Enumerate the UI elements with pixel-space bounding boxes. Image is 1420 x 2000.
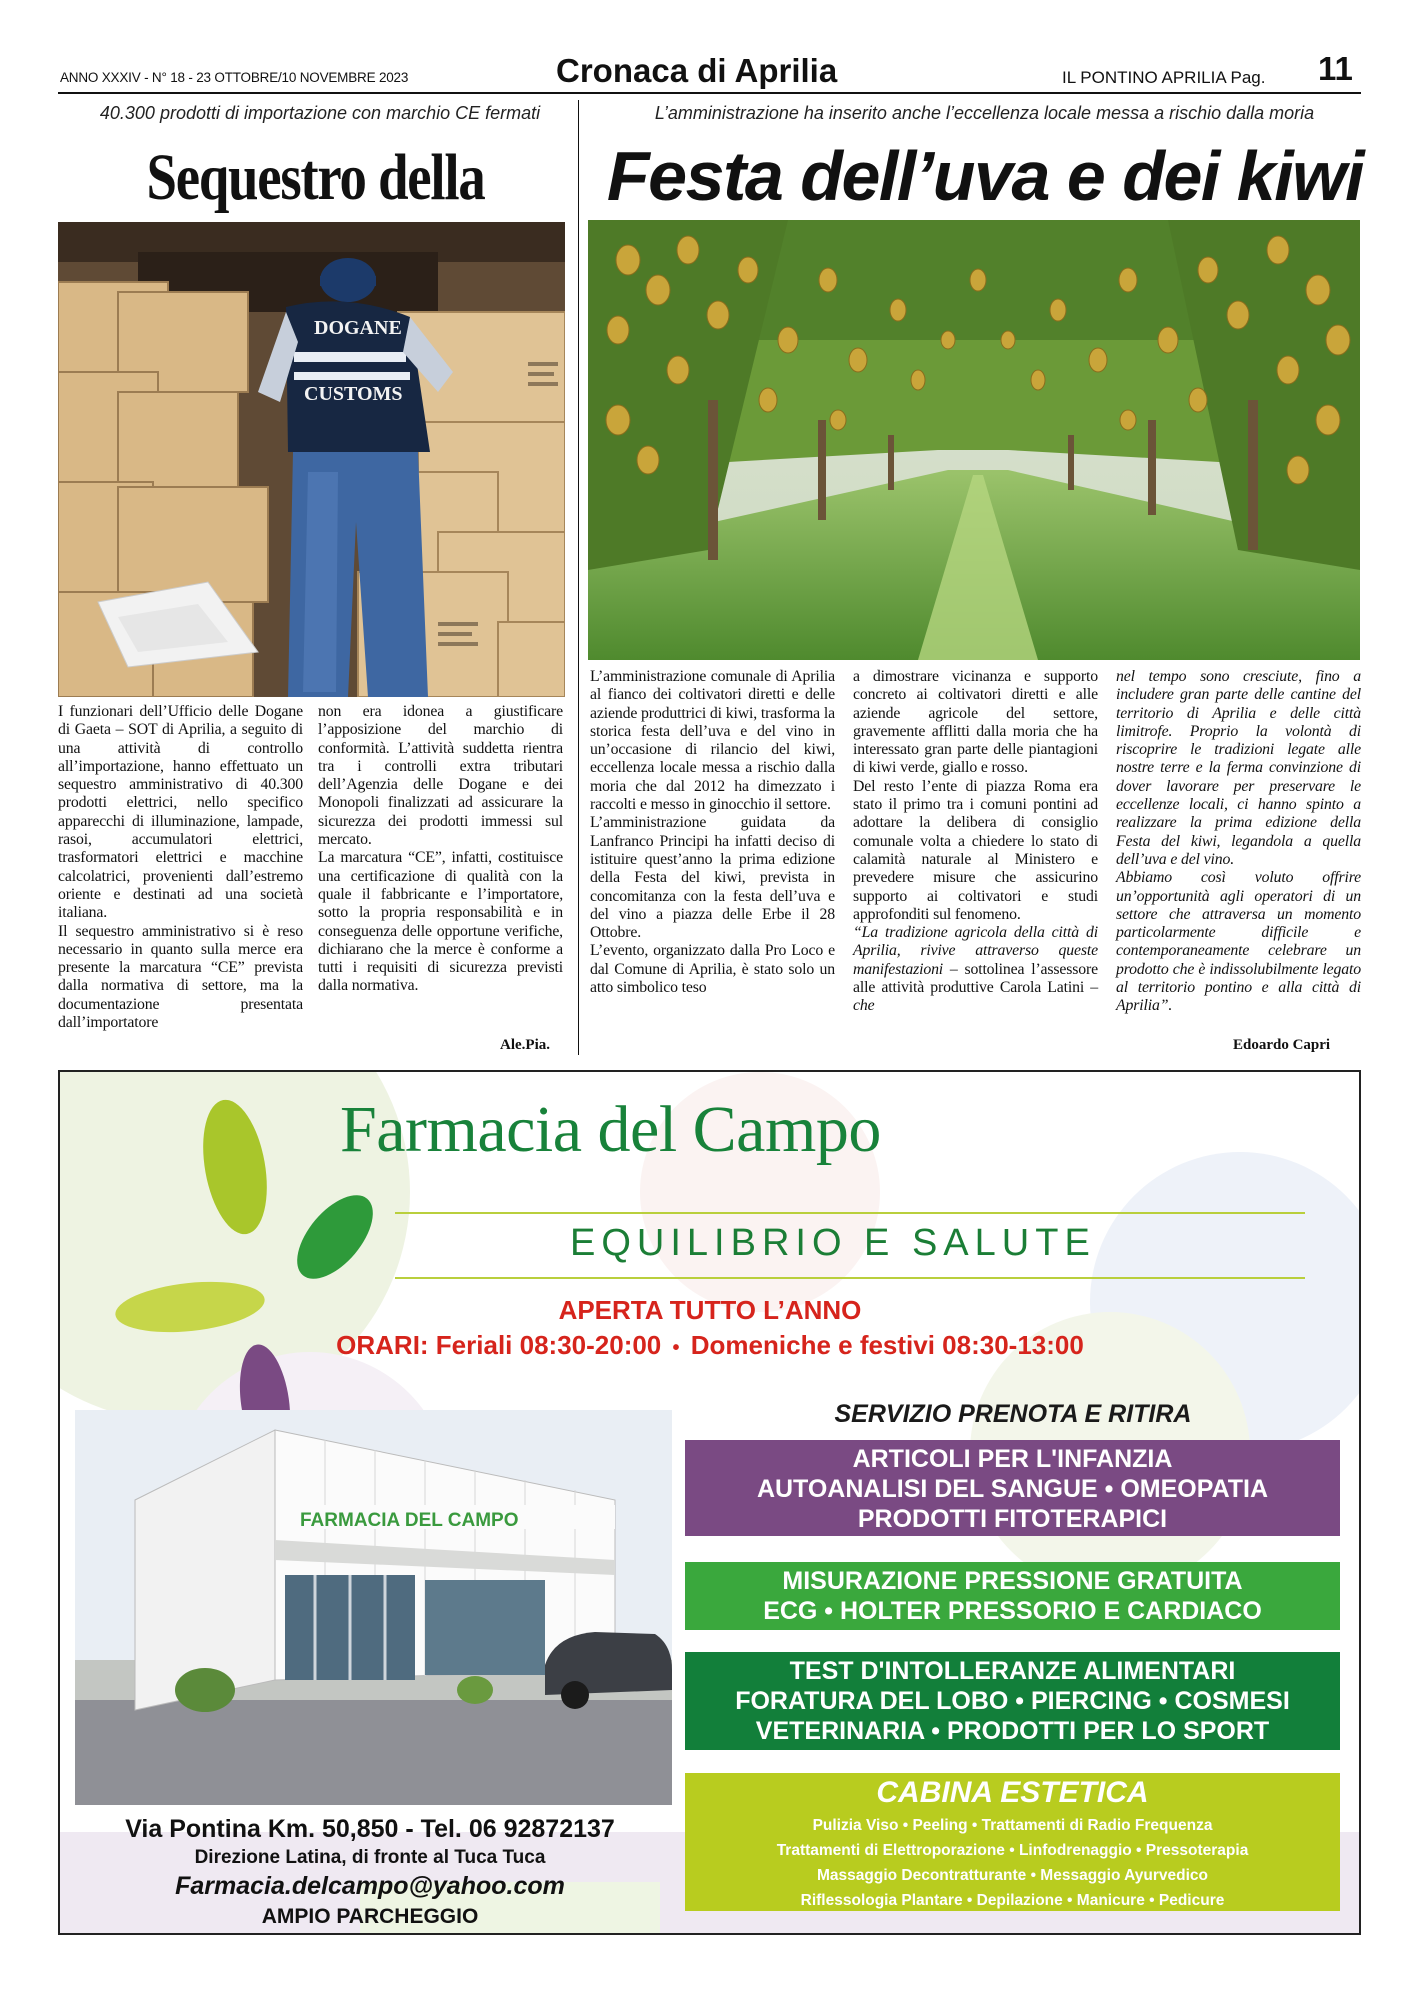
left-kicker: 40.300 prodotti di importazione con marchio CE fermati [99, 103, 541, 123]
address-phone: Via Pontina Km. 50,850 - Tel. 06 92872137 [125, 1815, 615, 1843]
vest-label-dogane: DOGANE [314, 317, 402, 339]
cabina-title: CABINA ESTETICA [876, 1776, 1149, 1809]
opening-hours [0, 1330, 1420, 1361]
paragraph-mixed [853, 924, 1098, 1015]
service-title: SERVIZIO PRENOTA E RITIRA [834, 1400, 1192, 1428]
right-article-col-1 [590, 668, 835, 997]
divider-line [395, 1277, 1305, 1279]
attribution-text: – sottolinea l’assessore alle attività produttive Carola Latini – [853, 960, 1098, 997]
service-line: ECG • HOLTER PRESSORIO E CARDIACO [763, 1597, 1262, 1625]
cabina-line: Massaggio Decontratturante • Messaggio Ayurvedico [816, 1867, 1208, 1884]
paragraph: non era idonea a giustificare l’apposizione del marchio di conformità. L’attività suddetta rientra tra i controlli extra tributari dell’Agenzia delle Dogane e dei Monopoli finalizzati ad assicurare la sicurezza dei prodotti immessi sul mercato. [318, 703, 563, 849]
service-line: AUTOANALISI DEL SANGUE • OMEOPATIA [756, 1475, 1269, 1503]
page-number: 11 [1318, 50, 1353, 87]
paragraph: Abbiamo così voluto offrire un’opportunità agli operatori di un settore che attraversa un momento particolarmente difficile e contemporaneamente celebrare un prodotto che è indissolubilmente legato al territorio pontino e alla città di Aprilia”. [1116, 869, 1361, 1015]
left-signature: Ale.Pia. [500, 1037, 550, 1053]
service-line: ARTICOLI PER L'INFANZIA [852, 1445, 1173, 1473]
quote-text: “La tradizione agricola della città di Aprilia, rivive attraverso queste manifestazioni [853, 924, 1098, 978]
cabina-line: Trattamenti di Elettroporazione • Linfodrenaggio • Pressoterapia [776, 1842, 1249, 1859]
service-line: TEST D'INTOLLERANZE ALIMENTARI [789, 1657, 1236, 1685]
right-article-col-2 [853, 668, 1098, 1016]
customs-photo [58, 222, 565, 697]
right-kicker: L’amministrazione ha inserito anche l’eccellenza locale messa a rischio dalla moria [654, 103, 1315, 123]
parking-info: AMPIO PARCHEGGIO [261, 1905, 479, 1928]
pharmacy-tagline: EQUILIBRIO E SALUTE [570, 1222, 1096, 1264]
building-sign: FARMACIA DEL CAMPO [300, 1510, 519, 1531]
right-signature: Edoardo Capri [1233, 1037, 1331, 1053]
paragraph: L’amministrazione comunale di Aprilia al fianco dei coltivatori diretti e delle aziende produttrici di kiwi, trasforma la storica festa dell’uva e del vino in un’occasione di rilancio del kiwi, eccellenza locale messa a rischio dalla moria che dal 2012 ha dimezzato i raccolti e messo in ginocchio il settore. [590, 668, 835, 814]
divider-line [395, 1212, 1305, 1214]
open-all-year: APERTA TUTTO L’ANNO [558, 1295, 862, 1325]
kiwi-orchard-photo [588, 220, 1360, 660]
left-headline: Sequestro della [146, 141, 485, 214]
weekday-hours: ORARI: Feriali 08:30-20:00 [336, 1330, 662, 1360]
service-line: VETERINARIA • PRODOTTI PER LO SPORT [755, 1717, 1270, 1745]
paragraph: nel tempo sono cresciute, fino a includere gran parte delle cantine del territorio di Aprilia e delle città limitrofe. Proprio la volontà di riscoprire le tradizioni legate alle nostre terre e la ferma convinzione di dover lavorare per preservare le eccellenze locali, ci hanno spinto a realizzare la prima edizione della Festa del kiwi, legandola a quella dell’uva e del vino. [1116, 668, 1361, 868]
service-box-cabina [685, 1773, 1340, 1911]
service-line: MISURAZIONE PRESSIONE GRATUITA [782, 1567, 1243, 1595]
email-link[interactable]: Farmacia.delcampo@yahoo.com [175, 1872, 565, 1900]
issue-info: ANNO XXXIV - N° 18 - 23 OTTOBRE/10 NOVEMBRE 2023 [60, 70, 409, 85]
service-line: PRODOTTI FITOTERAPICI [857, 1505, 1168, 1533]
column-divider [578, 100, 579, 1055]
holiday-hours: Domeniche e festivi 08:30-13:00 [690, 1330, 1084, 1360]
service-box-tests [685, 1652, 1340, 1750]
quote-continuation: che [853, 997, 875, 1015]
pharmacy-building-photo [75, 1410, 672, 1805]
paragraph: Del resto l’ente di piazza Roma era stato il primo tra i comuni pontini ad adottare la delibera di consiglio comunale volta a chiedere lo stato di calamità naturale al Ministero e prevedere misure che assicurino supporto ai coltivatori e studi approfonditi sul fenomeno. [853, 777, 1098, 923]
pharmacy-name: Farmacia del Campo [340, 1093, 881, 1166]
cabina-line: Pulizia Viso • Peeling • Trattamenti di Radio Frequenza [812, 1817, 1213, 1834]
paper-name: IL PONTINO APRILIA Pag. [1062, 68, 1266, 87]
service-box-infancy [685, 1440, 1340, 1536]
paragraph: La marcatura “CE”, infatti, costituisce una certificazione di qualità con la quale il fabbricante e l’importatore, sotto la propria responsabilità e in conseguenza delle opportune verifiche, dichiarano che la merce è conforme a tutti i requisiti di sicurezza previsti dalla normativa. [318, 849, 563, 995]
paragraph: I funzionari dell’Ufficio delle Dogane di Gaeta – SOT di Aprilia, a seguito di una attività di controllo all’importazione, hanno effettuato un sequestro amministrativo di 40.300 prodotti elettrici, nello specifico apparecchi di illuminazione, lampade, rasoi, accumulatori elettrici, trasformatori elettrici e macchine calcolatrici, provenienti dall’estremo oriente e destinati ad una società italiana. [58, 703, 303, 922]
directions: Direzione Latina, di fronte al Tuca Tuca [194, 1847, 546, 1868]
left-article-col-1 [58, 703, 303, 1032]
service-box-pressure [685, 1562, 1340, 1630]
right-article-col-3 [1116, 668, 1361, 1016]
cabina-line: Riflessologia Plantare • Depilazione • Manicure • Pedicure [800, 1892, 1225, 1909]
header-rule [58, 92, 1361, 94]
vest-label-customs: CUSTOMS [304, 383, 403, 405]
paragraph: Il sequestro amministrativo si è reso necessario in quanto sulla merce era presente la marcatura “CE” prevista dalla normativa di settore, ma la documentazione presentata dall’importatore [58, 922, 303, 1032]
right-headline: Festa dell’uva e dei kiwi [606, 137, 1364, 215]
service-line: FORATURA DEL LOBO • PIERCING • COSMESI [735, 1687, 1290, 1715]
bullet-separator: • [672, 1337, 680, 1359]
paragraph: a dimostrare vicinanza e supporto concreto ai coltivatori diretti e alle aziende agricole del settore, gravemente afflitti dalla moria che ha interessato gran parte delle piantagioni di kiwi verde, giallo e rosso. [853, 668, 1098, 777]
paragraph: L’evento, organizzato dalla Pro Loco e dal Comune di Aprilia, è stato solo un atto simbolico teso [590, 942, 835, 997]
section-title: Cronaca di Aprilia [556, 52, 838, 89]
paragraph: L’amministrazione guidata da Lanfranco Principi ha infatti deciso di istituire quest’anno la prima edizione della Festa del kiwi, prevista in concomitanza con la festa dell’uva e del vino a piazza delle Erbe il 28 Ottobre. [590, 814, 835, 942]
left-article-col-2 [318, 703, 563, 996]
